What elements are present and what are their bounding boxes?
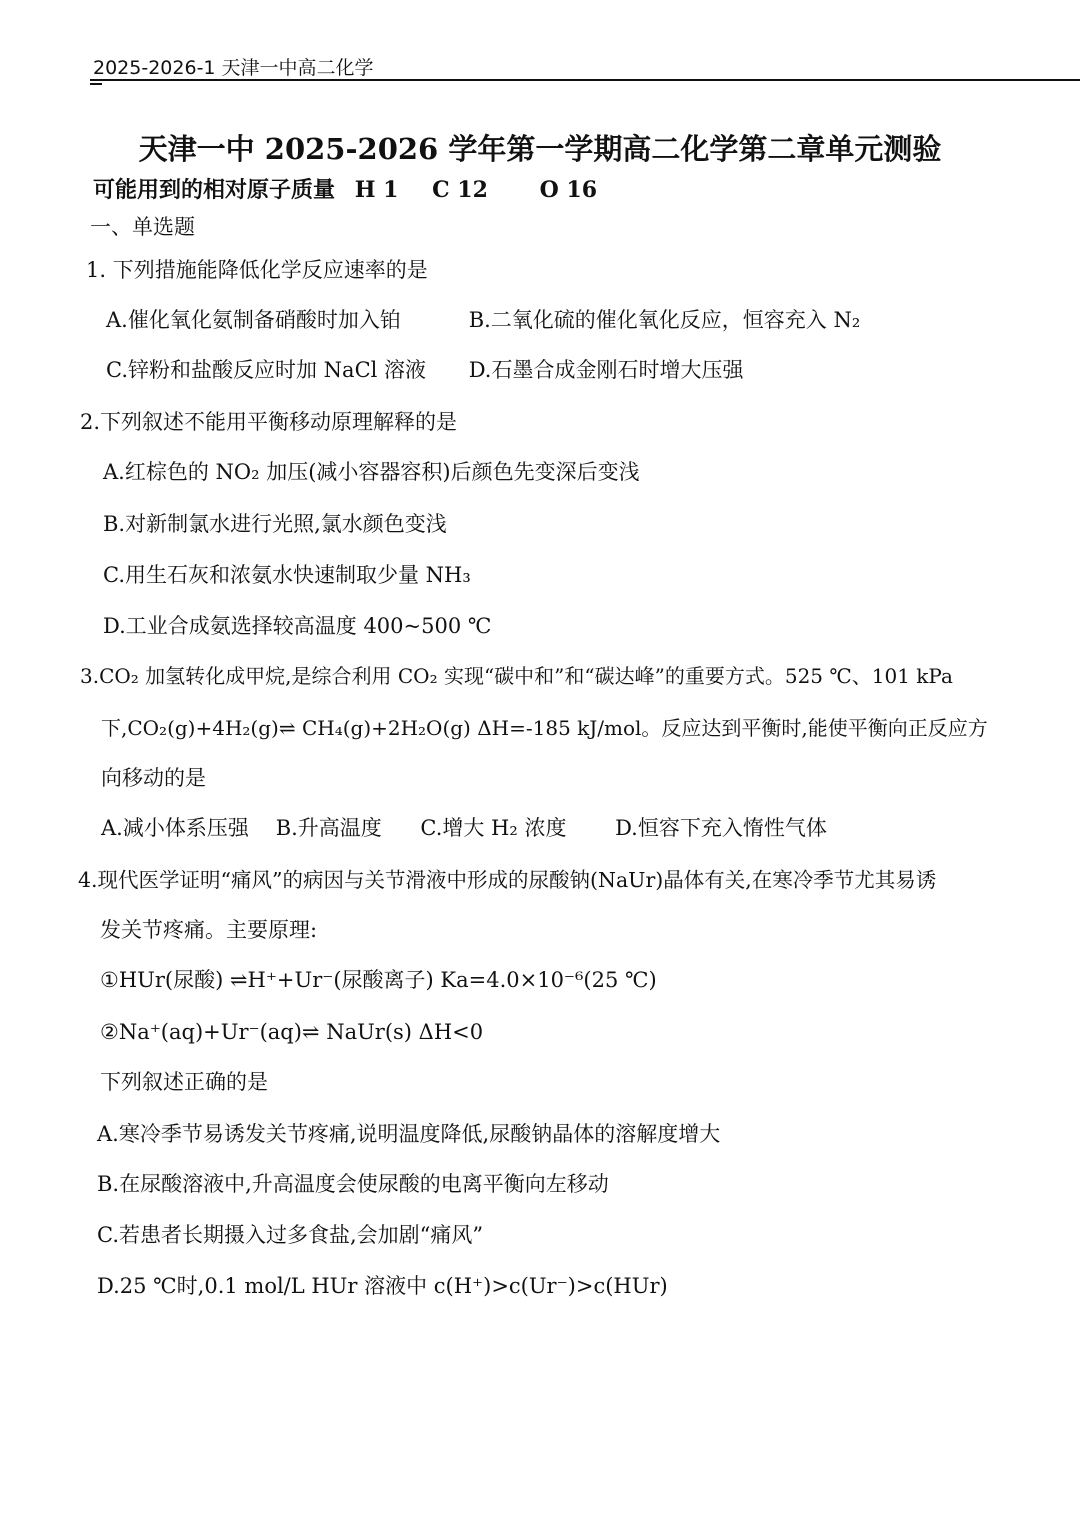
atomic-mass-h: H 1: [354, 177, 399, 203]
q3-stem-line1: 3.CO₂ 加氢转化成甲烷,是综合利用 CO₂ 实现“碳中和”和“碳达峰”的重要方式。525 ℃、101 kPa: [80, 664, 953, 688]
q4-option-a: A.寒冷季节易诱发关节疼痛,说明温度降低,尿酸钠晶体的溶解度增大: [97, 1122, 721, 1146]
q4-equation-1: ①HUr(尿酸) ⇌H⁺+Ur⁻(尿酸离子) Ka=4.0×10⁻⁶(25 ℃): [100, 968, 657, 992]
q4-stem-line2: 发关节疼痛。主要原理:: [100, 918, 318, 942]
q1-options-row2: [106, 358, 743, 383]
header-tick: [90, 83, 102, 85]
q3-options-row: [101, 816, 827, 841]
q3-option-a: A.减小体系压强: [101, 816, 249, 840]
atomic-mass-c: C 12: [432, 177, 488, 203]
q1-option-c: C.锌粉和盐酸反应时加 NaCl 溶液: [106, 358, 427, 382]
q4-option-b: B.在尿酸溶液中,升高温度会使尿酸的电离平衡向左移动: [97, 1172, 609, 1196]
atomic-masses-line: [93, 177, 597, 203]
q2-stem: 2.下列叙述不能用平衡移动原理解释的是: [80, 410, 458, 434]
q1-option-d: D.石墨合成金刚石时增大压强: [468, 358, 744, 382]
q4-option-c: C.若患者长期摄入过多食盐,会加剧“痛风”: [97, 1223, 484, 1247]
q2-option-d: D.工业合成氨选择较高温度 400~500 ℃: [103, 614, 492, 638]
section-heading: 一、单选题: [90, 215, 195, 239]
q2-option-a: A.红棕色的 NO₂ 加压(减小容器容积)后颜色先变深后变浅: [103, 460, 640, 484]
q2-option-c: C.用生石灰和浓氨水快速制取少量 NH₃: [103, 563, 471, 587]
q3-stem-line2: 下,CO₂(g)+4H₂(g)⇌ CH₄(g)+2H₂O(g) ΔH=-185 kJ/mol。反应达到平衡时,能使平衡向正反应方: [101, 716, 988, 740]
q1-stem: 1. 下列措施能降低化学反应速率的是: [86, 258, 428, 282]
q4-equation-2: ②Na⁺(aq)+Ur⁻(aq)⇌ NaUr(s) ΔH<0: [100, 1020, 484, 1044]
atomic-masses-label: 可能用到的相对原子质量: [93, 177, 336, 203]
header-rule: [90, 79, 1080, 81]
q3-option-b: B.升高温度: [275, 816, 382, 840]
q3-option-c: C.增大 H₂ 浓度: [420, 816, 567, 840]
q1-option-b: B.二氧化硫的催化氧化反应，恒容充入 N₂: [468, 308, 861, 332]
q4-prompt: 下列叙述正确的是: [100, 1070, 268, 1094]
q1-option-a: A.催化氧化氨制备硝酸时加入铂: [106, 308, 401, 332]
q3-option-d: D.恒容下充入惰性气体: [615, 816, 827, 840]
q2-option-b: B.对新制氯水进行光照,氯水颜色变浅: [103, 512, 447, 536]
q1-options-row1: [106, 308, 860, 333]
q3-stem-line3: 向移动的是: [101, 766, 206, 790]
q4-option-d: D.25 ℃时,0.1 mol/L HUr 溶液中 c(H⁺)>c(Ur⁻)>c(HUr): [97, 1274, 668, 1298]
running-head: 2025-2026-1 天津一中高二化学: [93, 57, 374, 79]
atomic-mass-o: O 16: [539, 177, 598, 203]
exam-title: 天津一中 2025-2026 学年第一学期高二化学第二章单元测验: [138, 132, 942, 166]
q4-stem-line1: 4.现代医学证明“痛风”的病因与关节滑液中形成的尿酸钠(NaUr)晶体有关,在寒冷季节尤其易诱: [78, 868, 937, 892]
